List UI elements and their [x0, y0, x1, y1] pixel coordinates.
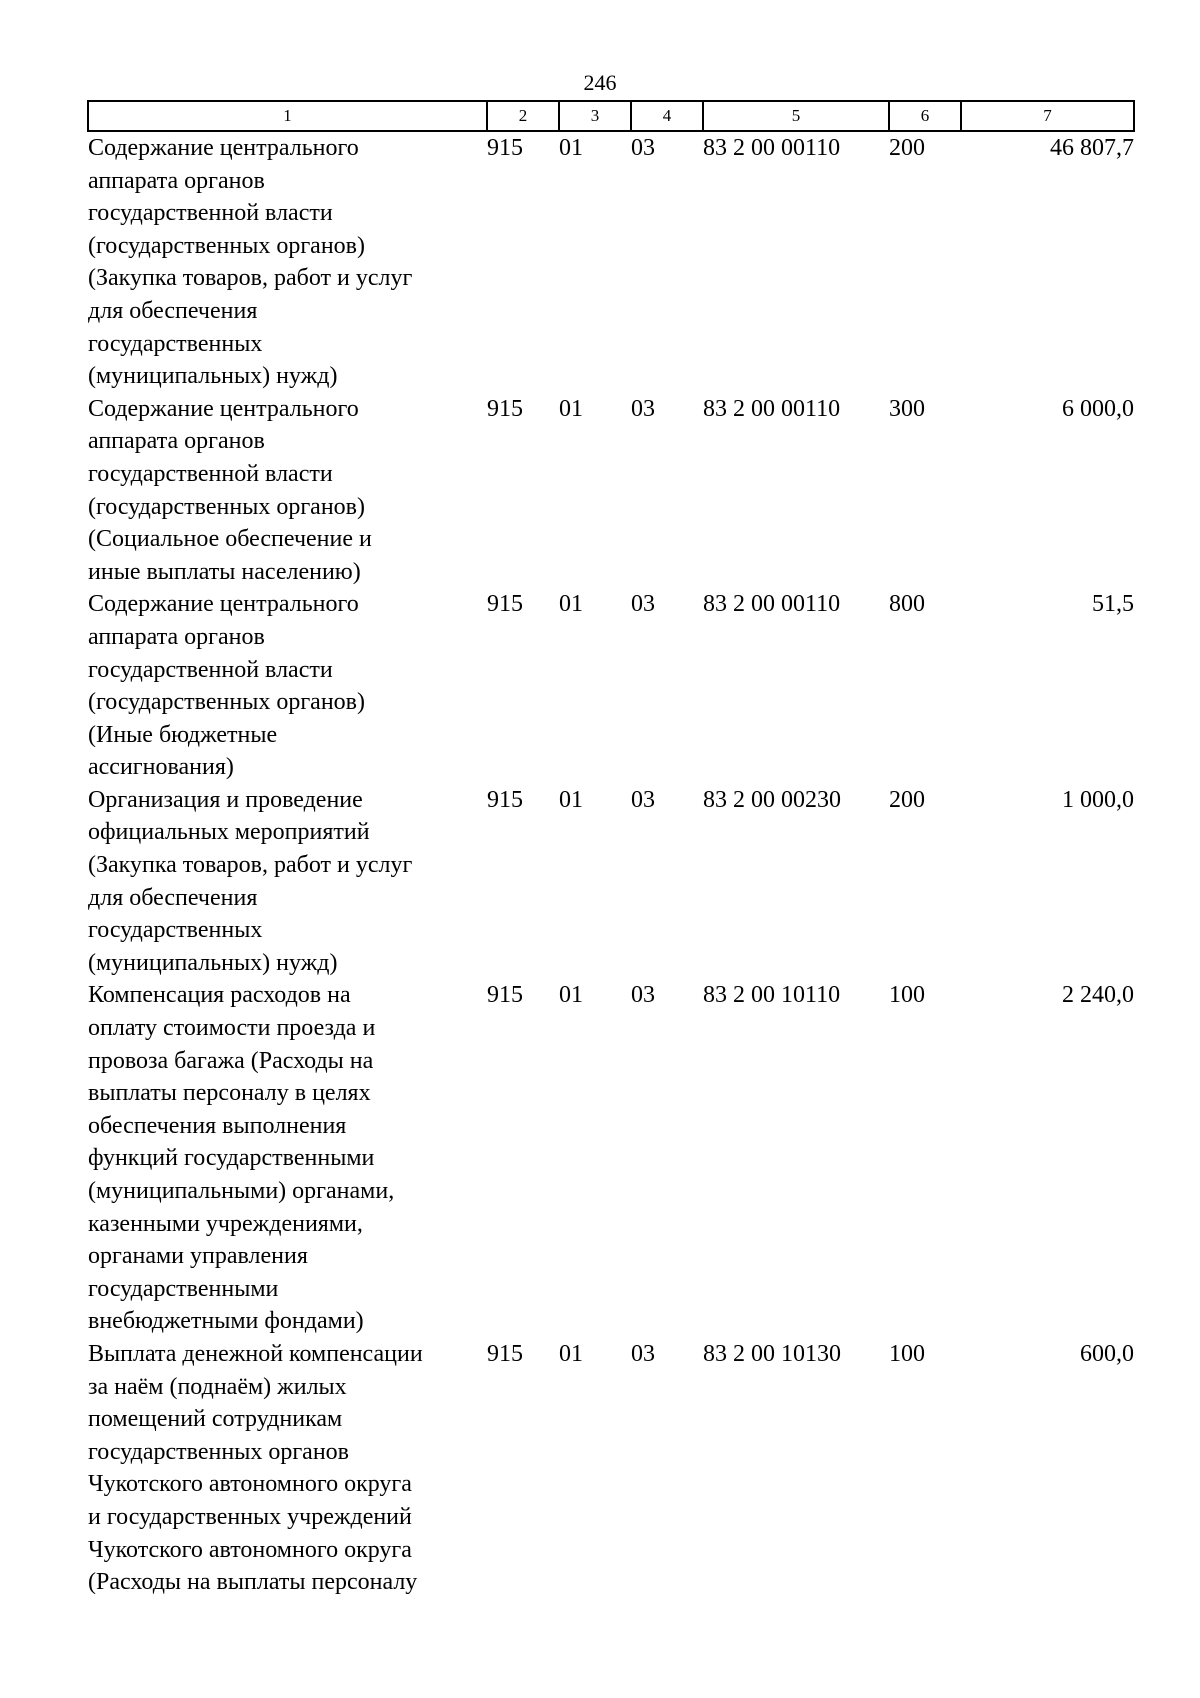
cell-target-article: 83 2 00 00110	[703, 591, 841, 618]
table-row	[88, 979, 1134, 1338]
cell-expense-type: 100	[889, 1340, 925, 1367]
table-header	[88, 101, 1134, 131]
budget-table	[87, 100, 1135, 1599]
cell-name-line: помещений сотрудникам	[88, 1406, 343, 1433]
cell-name	[88, 784, 487, 980]
cell-grbs: 915	[487, 135, 523, 161]
cell-name-line: для обеспечения	[88, 884, 258, 911]
cell-name-line: государственных	[88, 917, 263, 944]
cell-grbs: 915	[487, 591, 523, 618]
header-cell-expense-type: 6	[889, 101, 961, 131]
cell-expense-type: 100	[889, 982, 925, 1009]
cell-amount: 600,0	[1080, 1340, 1134, 1367]
table-row	[88, 131, 1134, 393]
cell-name	[88, 1338, 487, 1599]
cell-amount: 51,5	[1092, 591, 1134, 618]
cell-section: 01	[559, 395, 583, 422]
cell-section: 01	[559, 982, 583, 1009]
cell-name-line: государственными	[88, 1275, 279, 1302]
cell-amount: 6 000,0	[1062, 395, 1134, 422]
header-cell-amount: 7	[961, 101, 1134, 131]
cell-name-line: для обеспечения	[88, 297, 258, 324]
cell-name-line: выплаты персоналу в целях	[88, 1080, 371, 1107]
cell-name-line: государственной власти	[88, 460, 333, 487]
cell-name-line: функций государственными	[88, 1145, 375, 1172]
cell-name-line: (муниципальных) нужд)	[88, 949, 338, 976]
cell-name-line: Содержание центрального	[88, 135, 359, 161]
header-cell-name: 1	[88, 101, 487, 131]
cell-name-line: (муниципальных) нужд)	[88, 363, 338, 390]
cell-name-line: государственной власти	[88, 656, 333, 683]
cell-target-article: 83 2 00 00110	[703, 395, 841, 422]
header-row	[88, 101, 1134, 131]
cell-amount: 1 000,0	[1062, 786, 1134, 813]
cell-subsection: 03	[631, 1340, 655, 1367]
cell-subsection: 03	[631, 786, 655, 813]
cell-target-article: 83 2 00 10110	[703, 982, 841, 1009]
cell-amount: 46 807,7	[1050, 135, 1134, 161]
cell-name-line: за наём (поднаём) жилых	[88, 1373, 347, 1400]
cell-section: 01	[559, 135, 583, 161]
cell-name-line: (государственных органов)	[88, 689, 365, 716]
cell-name-line: (Иные бюджетные	[88, 721, 278, 748]
cell-section: 01	[559, 591, 583, 618]
cell-name-line: государственных органов	[88, 1438, 349, 1465]
cell-expense-type: 300	[889, 395, 925, 422]
cell-name-line: аппарата органов	[88, 623, 265, 650]
cell-grbs: 915	[487, 786, 523, 813]
cell-name-line: (муниципальными) органами,	[88, 1178, 395, 1204]
cell-name-line: провоза багажа (Расходы на	[88, 1047, 374, 1074]
cell-name-line: обеспечения выполнения	[88, 1112, 347, 1139]
cell-grbs: 915	[487, 1340, 523, 1367]
cell-name-line: государственной власти	[88, 200, 333, 227]
cell-grbs: 915	[487, 982, 523, 1009]
cell-name	[88, 131, 487, 393]
cell-name-line: Чукотского автономного округа	[88, 1536, 412, 1563]
cell-section: 01	[559, 1340, 583, 1367]
cell-amount: 2 240,0	[1062, 982, 1134, 1009]
cell-name-line: Содержание центрального	[88, 591, 359, 618]
page-number: 246	[583, 70, 617, 95]
cell-expense-type: 800	[889, 591, 925, 618]
cell-name-line: (государственных органов)	[88, 232, 365, 259]
cell-name-line: (Расходы на выплаты персоналу	[88, 1569, 418, 1596]
cell-subsection: 03	[631, 591, 655, 618]
cell-name	[88, 979, 487, 1338]
cell-name-line: ассигнования)	[88, 754, 234, 781]
cell-name-line: Компенсация расходов на	[88, 982, 351, 1009]
cell-name-line: аппарата органов	[88, 167, 265, 194]
cell-name-line: Выплата денежной компенсации	[88, 1340, 423, 1367]
cell-section: 01	[559, 786, 583, 813]
cell-name-line: органами управления	[88, 1243, 308, 1270]
cell-grbs: 915	[487, 395, 523, 422]
cell-name-line: (Закупка товаров, работ и услуг	[88, 265, 413, 292]
header-cell-section: 3	[559, 101, 631, 131]
cell-target-article: 83 2 00 10130	[703, 1340, 841, 1367]
cell-name-line: Чукотского автономного округа	[88, 1471, 412, 1498]
header-cell-grbs: 2	[487, 101, 559, 131]
header-cell-target-article: 5	[703, 101, 889, 131]
cell-subsection: 03	[631, 982, 655, 1009]
table-body	[88, 131, 1134, 1599]
cell-name-line: аппарата органов	[88, 428, 265, 455]
cell-name-line: (Социальное обеспечение и	[88, 526, 372, 553]
cell-name-line: иные выплаты населению)	[88, 558, 361, 585]
cell-name-line: (государственных органов)	[88, 493, 365, 520]
table-row	[88, 588, 1134, 784]
cell-name-line: и государственных учреждений	[88, 1503, 412, 1530]
cell-target-article: 83 2 00 00230	[703, 786, 841, 813]
cell-subsection: 03	[631, 135, 655, 161]
cell-name-line: Организация и проведение	[88, 786, 363, 813]
header-cell-subsection: 4	[631, 101, 703, 131]
cell-name-line: Содержание центрального	[88, 395, 359, 422]
table-row	[88, 1338, 1134, 1599]
cell-expense-type: 200	[889, 786, 925, 813]
cell-name	[88, 588, 487, 784]
cell-subsection: 03	[631, 395, 655, 422]
cell-name	[88, 393, 487, 589]
cell-target-article: 83 2 00 00110	[703, 135, 841, 161]
cell-name-line: казенными учреждениями,	[88, 1210, 363, 1237]
cell-name-line: оплату стоимости проезда и	[88, 1015, 376, 1042]
cell-name-line: государственных	[88, 330, 263, 357]
table-row	[88, 393, 1134, 589]
cell-expense-type: 200	[889, 135, 925, 161]
cell-name-line: (Закупка товаров, работ и услуг	[88, 852, 413, 879]
cell-name-line: официальных мероприятий	[88, 819, 370, 846]
cell-name-line: внебюджетными фондами)	[88, 1308, 364, 1335]
table-row	[88, 784, 1134, 980]
